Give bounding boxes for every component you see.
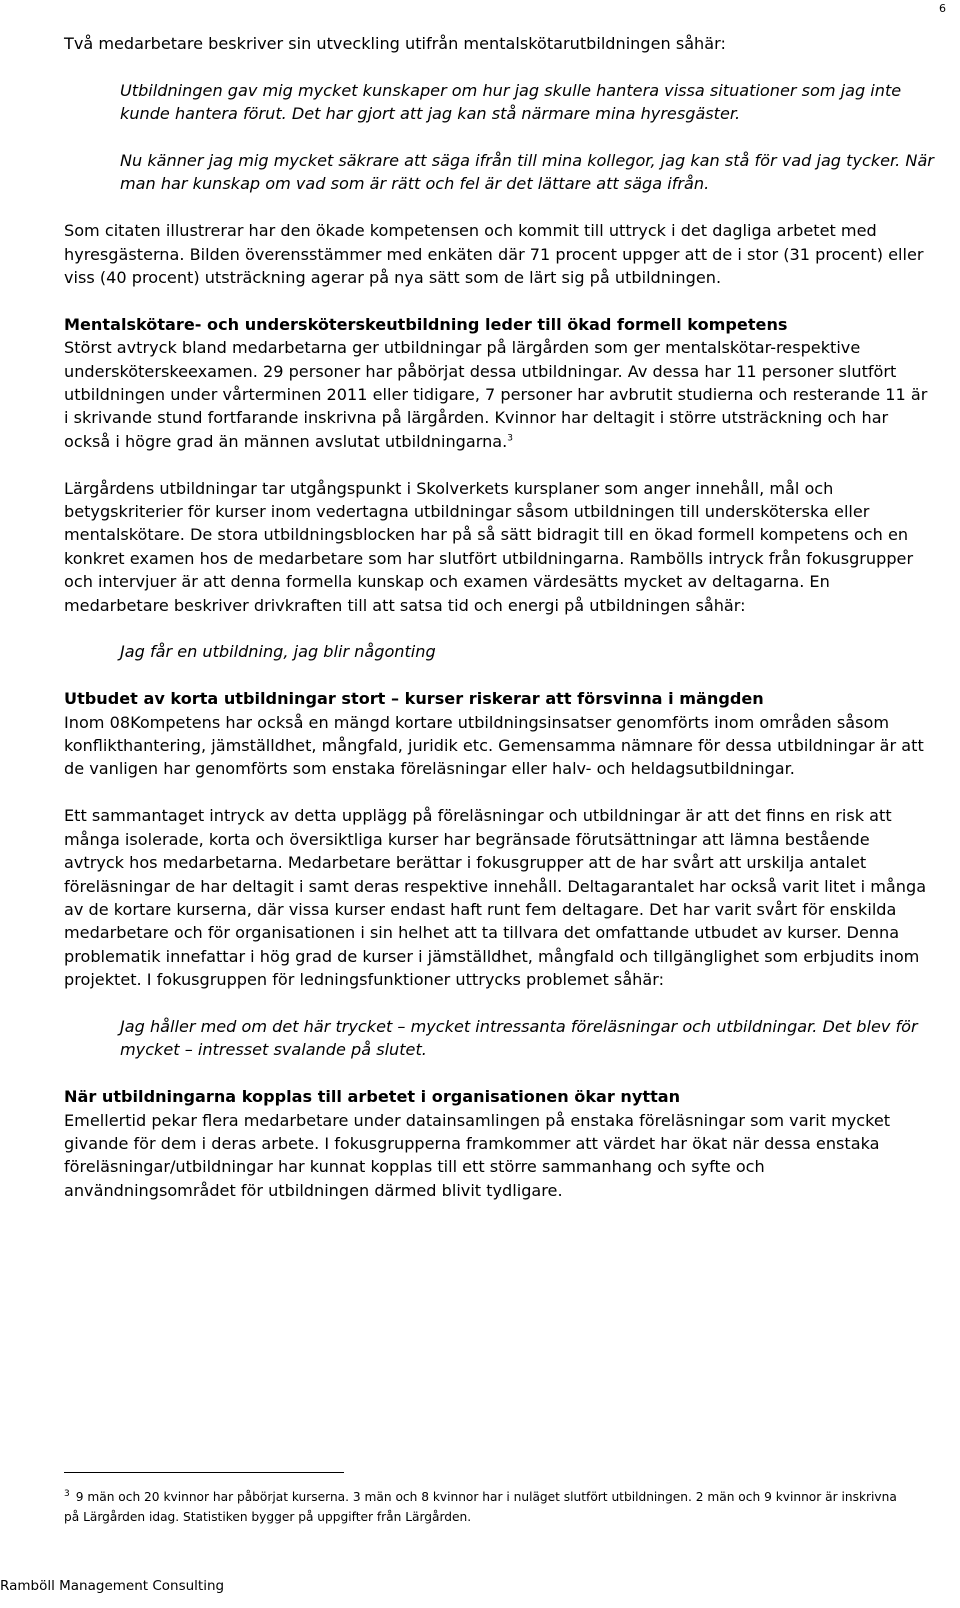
body-paragraph: Som citaten illustrerar har den ökade kompetensen och kommit till uttryck i det dagliga arbetet med hyresgästerna. Bilden överensstämmer med enkäten där 71 procent uppger att de i stor (31 procent) eller viss (40 procent) utsträckning agerar på nya sätt som de lärt sig på utbildningen. (64, 221, 924, 288)
footnote (64, 1487, 914, 1527)
quote-paragraph: Utbildningen gav mig mycket kunskaper om hur jag skulle hantera vissa situationer som jag inte kunde hantera förut. Det har gjort att jag kan stå närmare mina hyresgäster. (120, 80, 902, 124)
document-body (64, 32, 934, 1202)
footnote-text: 9 män och 20 kvinnor har påbörjat kurserna. 3 män och 8 kvinnor har i nuläget slutfört utbildningen. 2 män och 9 kvinnor är inskrivna på Lärgården idag. Statistiken bygger på uppgifter från Lärgården. (64, 1490, 897, 1524)
body-paragraph: Emellertid pekar flera medarbetare under datainsamlingen på enstaka föreläsningar som varit mycket givande för dem i deras arbete. I fokusgrupperna framkommer att värdet har ökat när dessa enstaka föreläsningar/utbildningar har kunnat kopplas till ett större sammanhang och syfte och användningsområdet för utbildningen därmed blivit tydligare. (64, 1110, 891, 1200)
footnote-reference: 3 (507, 433, 513, 444)
page-number: 6 (939, 2, 946, 15)
section-heading: När utbildningarna kopplas till arbetet i organisationen ökar nyttan (64, 1087, 681, 1107)
section-heading: Utbudet av korta utbildningar stort – kurser riskerar att försvinna i mängden (64, 689, 764, 709)
body-paragraph: Lärgårdens utbildningar tar utgångspunkt i Skolverkets kursplaner som anger innehåll, mål och betygskriterier för kurser inom vedertagna utbildningar såsom utbildningen till undersköterska eller mentalskötare. De stora utbildningsblocken har på så sätt bidragit till en ökad formell kompetens och en konkret examen hos de medarbetare som har slutfört utbildningarna. Rambölls intryck från fokusgrupper och intervjuer är att denna formella kunskap och examen värdesätts mycket av deltagarna. En medarbetare beskriver drivkraften till att satsa tid och energi på utbildningen såhär: (64, 478, 914, 615)
body-paragraph: Inom 08Kompetens har också en mängd kortare utbildningsinsatser genomförts inom områden såsom konflikthantering, jämställdhet, mångfald, juridik etc. Gemensamma nämnare för dessa utbildningar är att de vanligen har genomförts som enstaka föreläsningar eller halv- och heldagsutbildningar. (64, 712, 924, 779)
intro-paragraph: Två medarbetare beskriver sin utveckling utifrån mentalskötarutbildningen såhär: (64, 34, 726, 53)
quote-paragraph: Jag får en utbildning, jag blir någonting (120, 642, 436, 662)
section-heading: Mentalskötare- och undersköterskeutbildning leder till ökad formell kompetens (64, 314, 788, 334)
footnote-divider (64, 1472, 344, 1473)
quote-paragraph: Jag håller med om det här trycket – mycket intressanta föreläsningar och utbildningar. Det blev för mycket – intresset svalande på slutet. (120, 1016, 918, 1060)
body-paragraph: Ett sammantaget intryck av detta upplägg på föreläsningar och utbildningar är att det finns en risk att många isolerade, korta och översiktliga kurser har begränsade förutsättningar att lämna bestående avtryck hos medarbetarna. Medarbetare berättar i fokusgrupper att de har svårt att urskilja antalet föreläsningar de har deltagit i samt deras respektive innehåll. Deltagarantalet har också varit litet i många av de kortare kurserna, där vissa kurser endast haft runt fem deltagare. Det har varit svårt för enskilda medarbetare och för organisationen i sin helhet att ta tillvara det omfattande utbudet av kurser. Denna problematik innefattar i hög grad de kurser i jämställdhet, mångfald och tillgänglighet som erbjudits inom projektet. I fokusgruppen för ledningsfunktioner uttrycks problemet såhär: (64, 806, 927, 990)
body-text: Störst avtryck bland medarbetarna ger utbildningar på lärgården som ger mentalskötar-respektive undersköterskeexamen. 29 personer har påbörjat dessa utbildningar. Av dessa har 11 personer slutfört utbildningen under vårterminen 2011 eller tidigare, 7 personer har avbrutit studierna och resterande 11 är i skrivande stund fortfarande inskrivna på lärgården. Kvinnor har deltagit i större utsträckning och har också i högre grad än männen avslutat utbildningarna. (64, 338, 928, 451)
body-paragraph (64, 336, 934, 453)
footnote-number: 3 (64, 1488, 70, 1499)
page-footer: Ramböll Management Consulting (0, 1578, 225, 1594)
quote-paragraph: Nu känner jag mig mycket säkrare att säga ifrån till mina kollegor, jag kan stå för vad jag tycker. När man har kunskap om vad som är rätt och fel är det lättare att säga ifrån. (120, 151, 934, 194)
